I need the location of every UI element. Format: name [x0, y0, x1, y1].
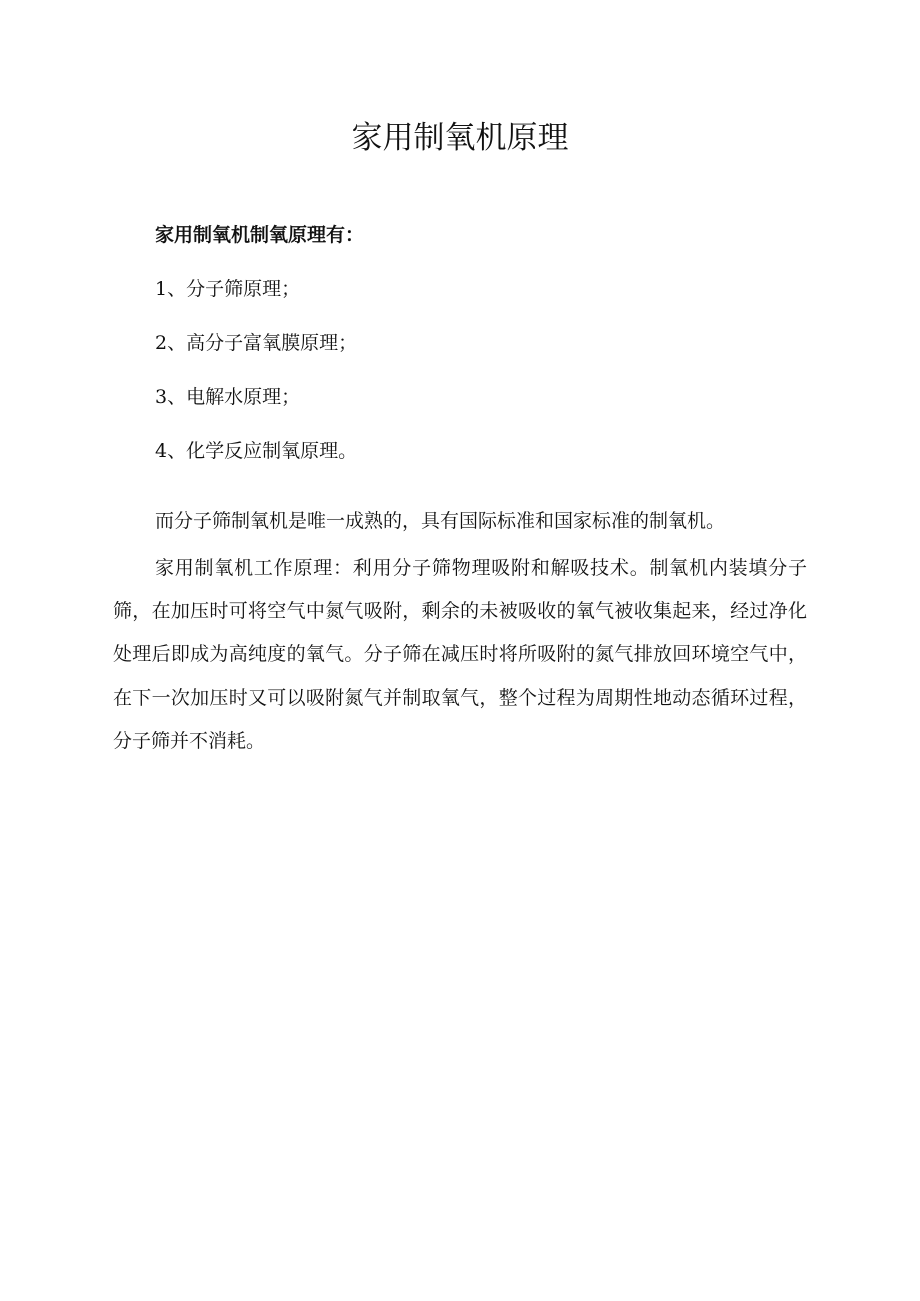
section-heading: 家用制氧机制氧原理有： — [155, 224, 365, 246]
list-item: 1、分子筛原理； — [155, 278, 301, 300]
list-item: 3、电解水原理； — [155, 386, 301, 408]
list-item: 4、化学反应制氧原理。 — [155, 440, 358, 462]
document-title: 家用制氧机原理 — [351, 120, 569, 156]
list-item: 2、高分子富氧膜原理； — [155, 332, 358, 354]
body-paragraph: 家用制氧机工作原理：利用分子筛物理吸附和解吸技术。制氧机内装填分子筛，在加压时可将空气中氮气吸附，剩余的未被吸收的氧气被收集起来，经过净化处理后即成为高纯度的氧气。分子筛在减压时将所吸附的氮气排放回环境空气中，在下一次加压时又可以吸附氮气并制取氧气，整个过程为周期性地动态循环过程，分子筛并不消耗。 — [113, 557, 807, 752]
body-paragraph: 而分子筛制氧机是唯一成熟的，具有国际标准和国家标准的制氧机。 — [155, 510, 726, 532]
